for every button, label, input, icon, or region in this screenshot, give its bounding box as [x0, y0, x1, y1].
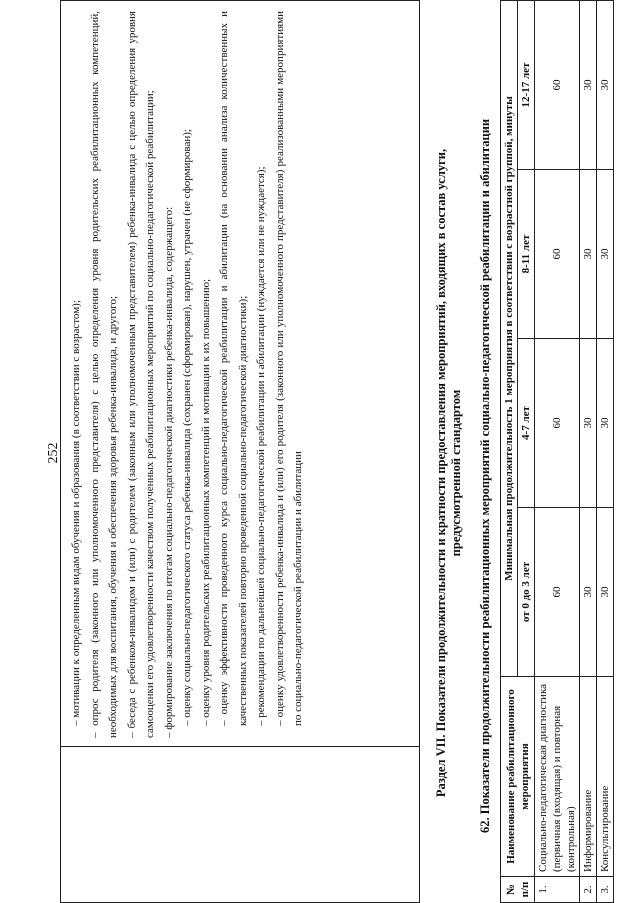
table-row — [597, 1, 614, 903]
row-value: 60 — [535, 339, 580, 508]
row-value: 30 — [597, 170, 614, 339]
row-value: 30 — [580, 1, 597, 170]
continuation-text-cell — [61, 1, 420, 747]
row-name: Социально-педагогическая диагностика (первичная (входящая) и повторная (контрольная) — [535, 677, 580, 877]
row-name: Информирование — [580, 677, 597, 877]
continuation-empty-cell — [61, 747, 420, 903]
header-age-group: 8-11 лет — [518, 170, 535, 339]
text-line: – формирование заключения по итогам социально-педагогической диагностики ребенка-инвалида, содержащего: — [162, 206, 175, 738]
row-value: 60 — [535, 1, 580, 170]
table-row — [580, 1, 597, 903]
header-age-group: 12-17 лет — [518, 1, 535, 170]
row-value: 30 — [580, 339, 597, 508]
header-age-group: от 0 до 3 лет — [518, 508, 535, 677]
row-value: 30 — [580, 170, 597, 339]
header-name: Наименование реабилитационного мероприятия — [501, 677, 535, 877]
text-line: – опрос родителя (законного или уполномоченного представителя) с целью определения уровня родительских реабилитационных компетенций, необходимых для воспитания, обучения и обеспечения здоровья ребенка-инвалида, и другого; — [88, 11, 119, 738]
row-value: 60 — [535, 508, 580, 677]
header-group: Минимальная продолжительность 1 мероприятия в соответствии с возрастной группой, минуты — [501, 1, 518, 677]
continuation-table — [60, 0, 420, 903]
text-line: – оценку удовлетворенности ребенка-инвалида и (или) его родителя (законного или уполномоченного представителя) реализованными мероприятиями по социально-педагогической реабилитации и абилитации — [273, 11, 304, 726]
row-num: 2. — [580, 877, 597, 903]
row-value: 30 — [597, 1, 614, 170]
row-value: 30 — [597, 508, 614, 677]
page-number: 252 — [46, 442, 61, 464]
row-num: 1. — [535, 877, 580, 903]
row-value: 60 — [535, 170, 580, 339]
row-num: 3. — [597, 877, 614, 903]
header-num: № п/п — [501, 877, 535, 903]
table-header-row — [501, 1, 518, 903]
text-line: – оценку социально-педагогического статуса ребенка-инвалида (сохранен (сформирован), нарушен, утрачен (не сформирован); — [181, 129, 193, 726]
row-name: Консультирование — [597, 677, 614, 877]
text-line: – беседа с ребенком-инвалидом и (или) с родителем (законным или уполномоченным представителем) ребенка-инвалида с целью определения уровня самооценки его удовлетворенности качеством полученных реабилитационных мероприятий по социально-педагогической реабилитации; — [125, 11, 156, 738]
subsection-heading: 62. Показатели продолжительности реабилитационных мероприятий социально-педагогической реабилитации и абилитации — [478, 118, 492, 833]
text-line: – оценку эффективности проведенного курса социально-педагогической реабилитации и абилитации (на основании анализа количественных и качественных показателей повторно проведенной социально-педагогической диагностики); — [218, 11, 249, 726]
section-heading: Раздел VII. Показатели продолжительности и кратности предоставления мероприятий, входящих в состав услуги, предусмотренной стандартом — [434, 148, 463, 798]
text-line: – мотивации к определенным видам обучения и образования (в соответствии с возрастом); — [70, 300, 82, 726]
row-value: 30 — [597, 339, 614, 508]
text-line: – рекомендации по дальнейшей социально-педагогической реабилитации и абилитации (нуждается или не нуждается); — [255, 166, 267, 726]
header-age-group: 4-7 лет — [518, 339, 535, 508]
text-line: – оценку уровня родительских реабилитационных компетенций и мотивации к их повышению; — [199, 278, 212, 726]
row-value: 30 — [580, 508, 597, 677]
duration-table — [500, 0, 614, 903]
table-row — [535, 1, 580, 903]
